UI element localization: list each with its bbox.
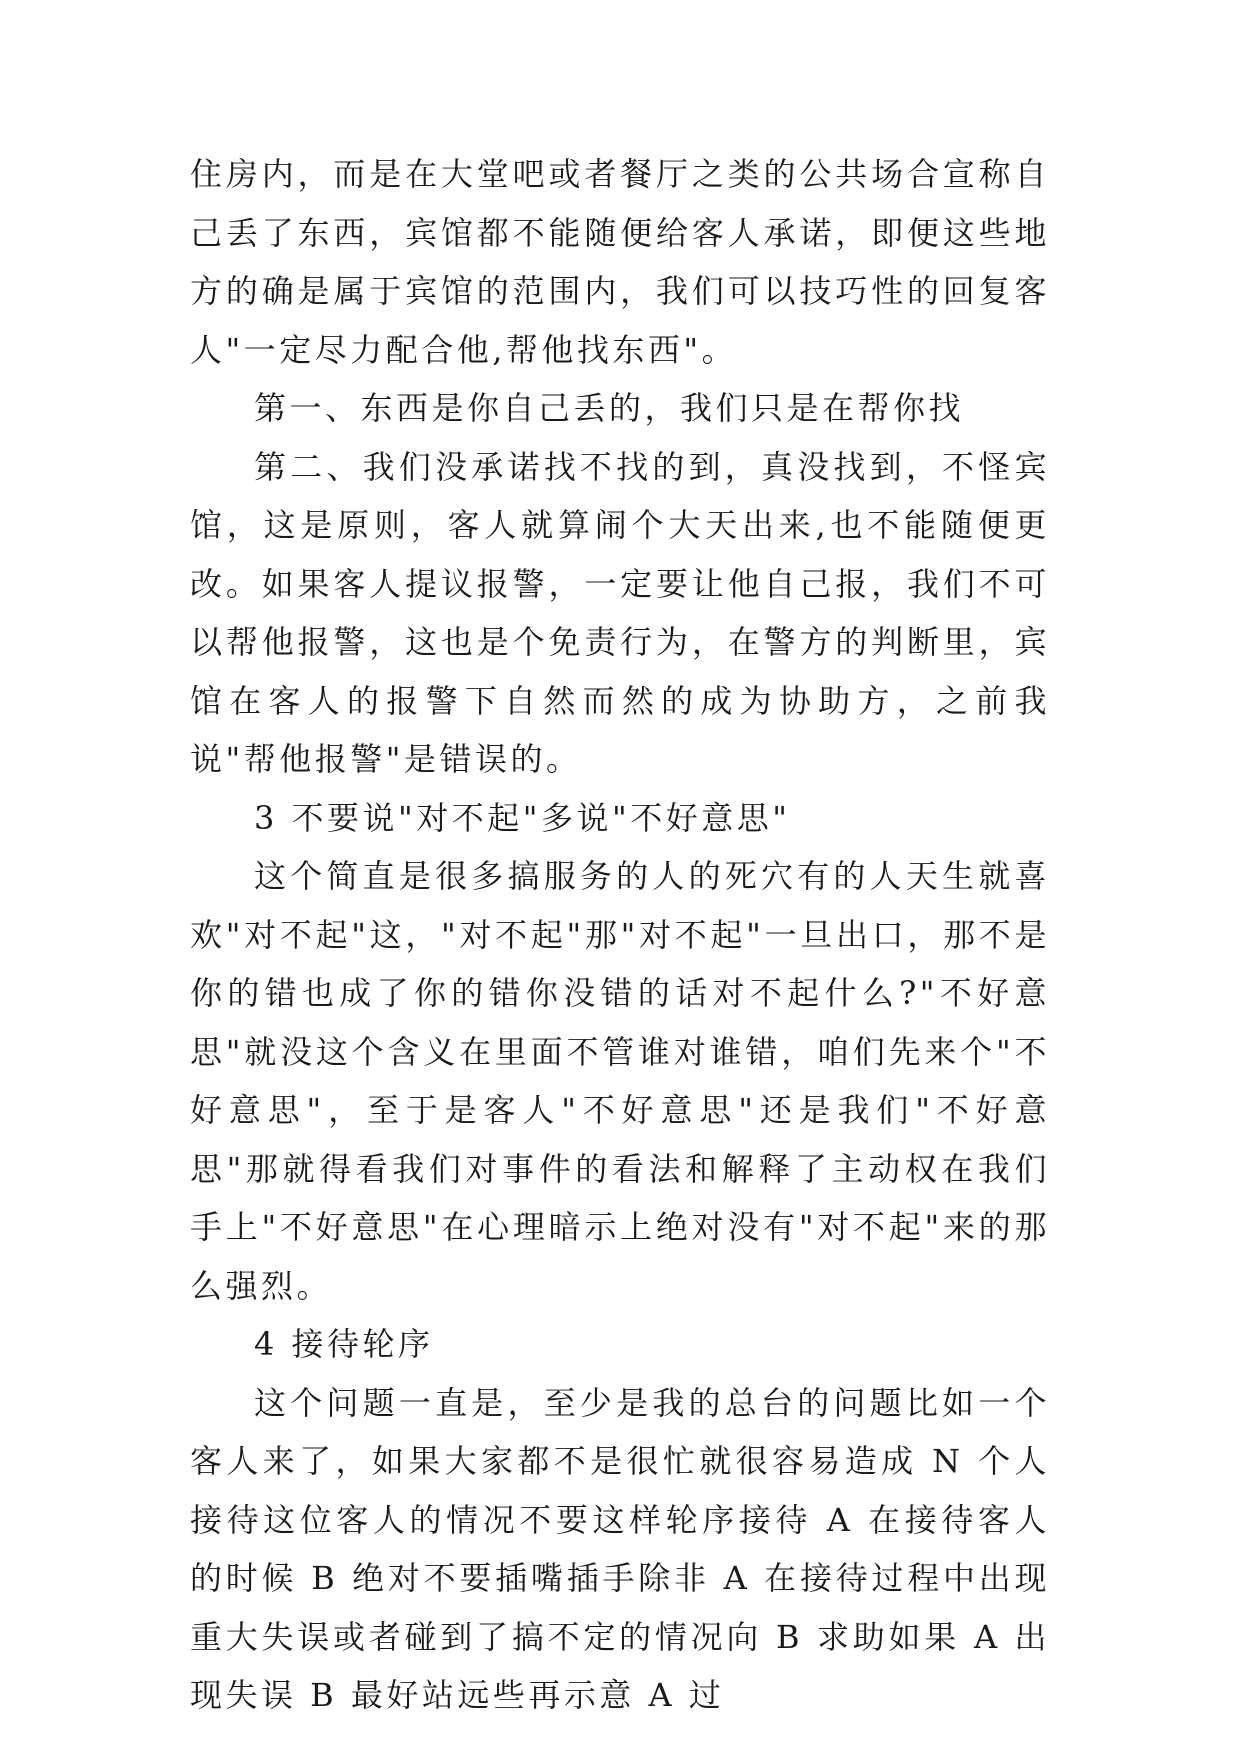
- section-heading-3: 3 不要说"对不起"多说"不好意思": [254, 798, 791, 837]
- paragraph-3: 第二、我们没承诺找不找的到，真没找到，不怪宾馆，这是原则，客人就算闹个大天出来,也不能随便更改。如果客人提议报警，一定要让他自己报，我们不可以帮他报警，这也是个免责行为，在警方的判断里，宾馆在客人的报警下自然而然的成为协助方，之前我说"帮他报警"是错误的。: [190, 447, 1050, 778]
- paragraph-5: 这个简直是很多搞服务的人的死穴有的人天生就喜欢"对不起"这，"对不起"那"对不起"一旦出口，那不是你的错也成了你的错你没错的话对不起什么?"不好意思"就没这个含义在里面不管谁对谁错，咱们先来个"不好意思"，至于是客人"不好意思"还是我们"不好意思"那就得看我们对事件的看法和解释了主动权在我们手上"不好意思"在心理暗示上绝对没有"对不起"来的那么强烈。: [190, 857, 1050, 1305]
- paragraph-7: 这个问题一直是，至少是我的总台的问题比如一个客人来了，如果大家都不是很忙就很容易造成 N 个人接待这位客人的情况不要这样轮序接待 A 在接待客人的时候 B 绝对不要插嘴插手除非 A 在接待过程中出现重大失误或者碰到了搞不定的情况向 B 求助如果 A 出现失误 B 最好站远些再示意 A 过: [190, 1383, 1050, 1714]
- paragraph-1: 住房内，而是在大堂吧或者餐厅之类的公共场合宣称自己丢了东西，宾馆都不能随便给客人承诺，即便这些地方的确是属于宾馆的范围内，我们可以技巧性的回复客人"一定尽力配合他,帮他找东西"。: [190, 155, 1050, 369]
- section-heading-4: 4 接待轮序: [254, 1325, 434, 1363]
- paragraph-2: 第一、东西是你自己丢的，我们只是在帮你找: [254, 389, 965, 427]
- document-body: [190, 145, 1050, 1725]
